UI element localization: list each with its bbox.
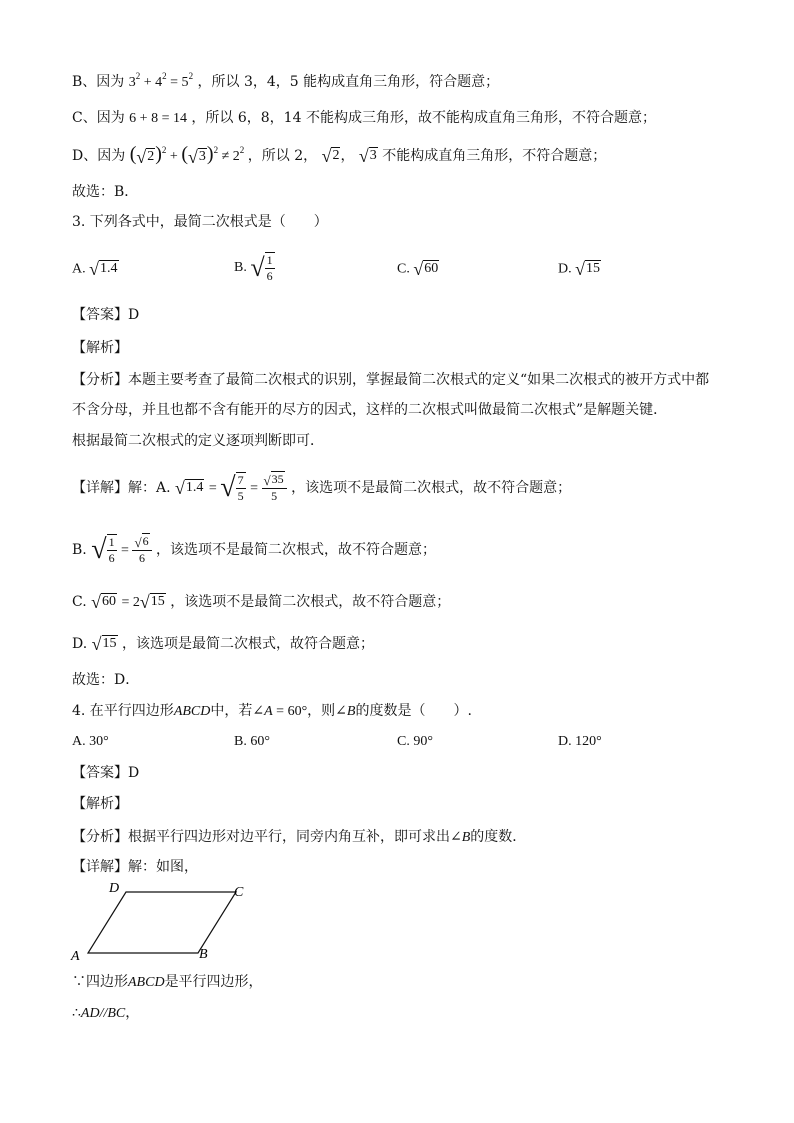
analysis-header-4: 【解析】 [72,796,128,812]
choose-d: 故选：D． [72,672,140,688]
q4-option-b: B. 60° [234,734,270,749]
text: C、因为 [72,110,125,126]
because-line: ∵四边形ABCD是平行四边形， [72,974,263,990]
equation: $3^2 + 4^2 = 5^2$ [128,71,194,90]
detail-3-a: 【详解】解：A. √1.4 = √ $\frac{7}{5}$ = $\frac{√35}{5}$ ，该选项不是最简二次根式，故不符合题意； [72,472,572,504]
detail-3-c: C. √60 = 2√15 ，该选项不是最简二次根式，故不符合题意； [72,592,451,612]
q3-option-b: B. √ $\frac{1}{6}$ [234,253,273,283]
option-d-explanation [72,144,606,167]
analysis-3-line-3: 根据最简二次根式的定义逐项判断即可． [72,433,324,449]
q4-option-d: D. 120° [558,734,602,749]
text: D、因为 [72,148,126,164]
analysis-header-3: 【解析】 [72,340,128,356]
choose-b: 故选：B． [72,184,139,200]
text: ，所以 2， [247,148,318,164]
analysis-4: 【分析】根据平行四边形对边平行，同旁内角互补，即可求出∠B的度数． [72,829,527,845]
q3-option-a: A. √1.4 [72,259,118,279]
detail-4: 【详解】解：如图， [72,859,198,875]
text: ，所以 3，4，5 能构成直角三角形，符合题意； [197,74,500,90]
text: ， [340,148,355,164]
vertex-label-a: A [71,949,80,964]
analysis-3-line-2: 不含分母，并且也都不含有能开的尽方的因式，这样的二次根式叫做最简二次根式”是解题关键． [72,402,668,418]
q4-option-c: C. 90° [397,734,433,749]
q3-option-c: C. √60 [397,259,439,279]
q3-option-d: D. √15 [558,259,601,279]
question-3: 3. 下列各式中，最简二次根式是（ ） [72,214,328,230]
text: B、因为 [72,74,125,90]
detail-3-b: B. √ $\frac{1}{6}$ = $\frac{√6}{6}$ ，该选项不是最简二次根式，故不符合题意； [72,534,437,566]
option-b-explanation [72,72,499,93]
vertex-label-b: B [199,947,208,962]
q4-option-a: A. 30° [72,734,109,749]
detail-3-d: D. √15 ，该选项是最简二次根式，故符合题意； [72,634,374,654]
equation: 6 + 8 = 14 [129,111,187,126]
vertex-label-c: C [234,885,244,900]
therefore-line: ∴AD//BC， [72,1005,140,1021]
sqrt-3: √3 [358,145,377,166]
analysis-3-line-1: 【分析】本题主要考查了最简二次根式的识别，掌握最简二次根式的定义“如果二次根式的被开方式中都 [72,372,710,388]
parallelogram-shape [88,892,236,953]
equation: $(√2)^2 + (√3)^2 \ne 2^2$ [129,143,245,167]
vertex-label-d: D [109,881,120,896]
parallelogram-diagram [68,878,258,966]
text: 不能构成直角三角形，不符合题意； [382,148,607,164]
answer-4: 【答案】D [72,765,140,781]
question-4: 4. 在平行四边形ABCD中，若∠A = 60°，则∠B的度数是（ ）. [72,703,472,719]
answer-3: 【答案】D [72,307,140,323]
option-c-explanation [72,108,656,129]
sqrt-2: √2 [321,145,340,166]
text: ，所以 6，8，14 不能构成三角形，故不能构成直角三角形，不符合题意； [191,110,656,126]
